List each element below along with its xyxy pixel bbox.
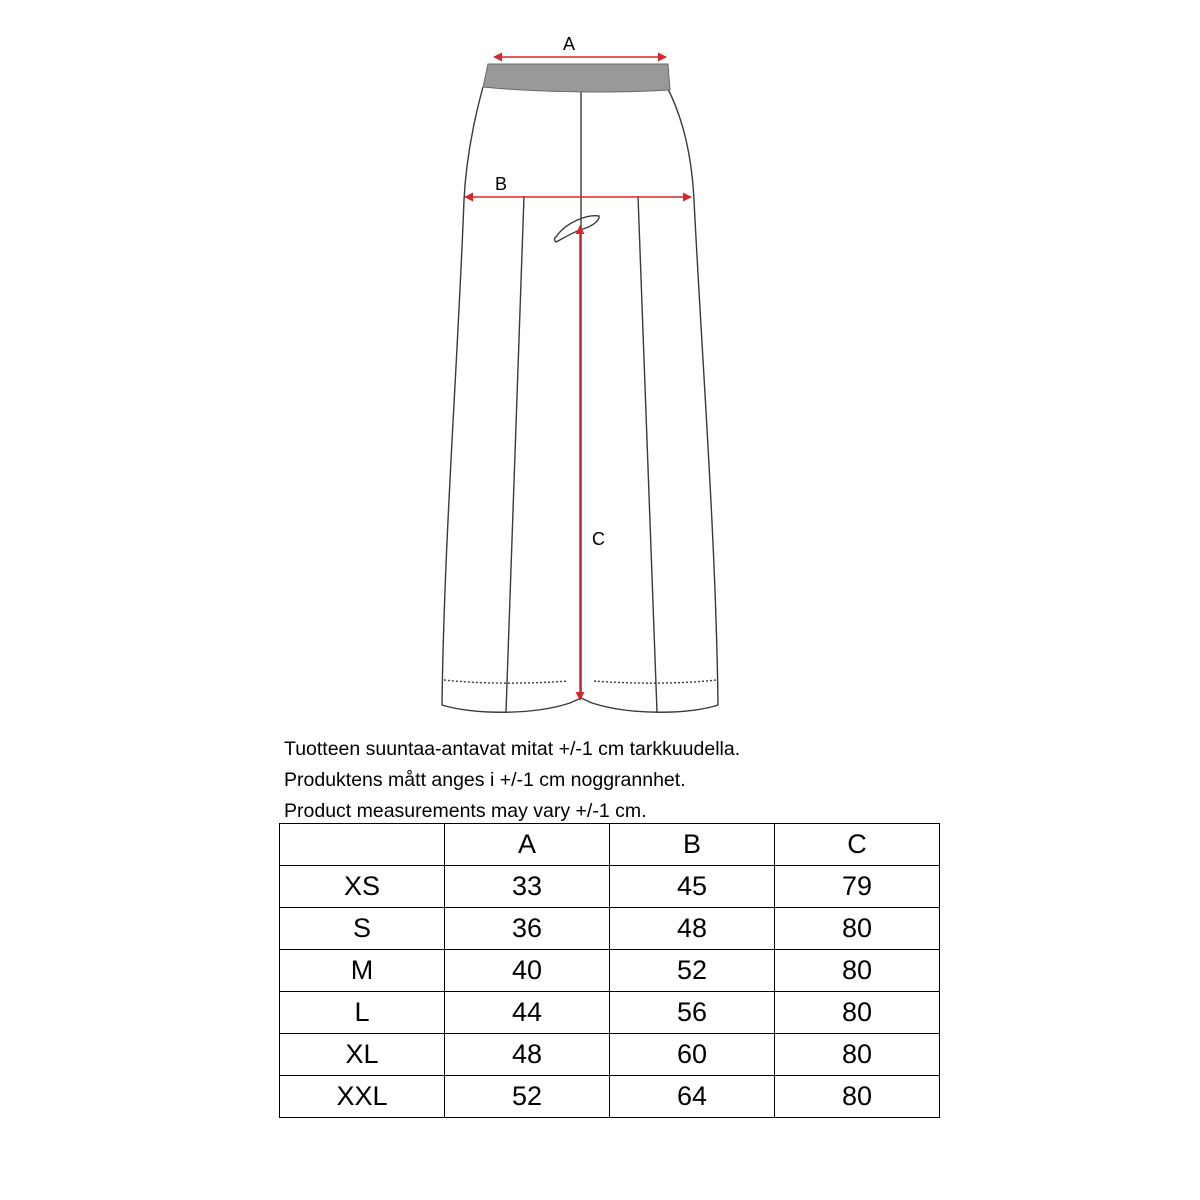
size-cell: XXL (280, 1076, 445, 1118)
size-cell: L (280, 992, 445, 1034)
size-cell: XL (280, 1034, 445, 1076)
header-cell-size (280, 824, 445, 866)
waistband (483, 64, 670, 92)
value-cell-b: 48 (610, 908, 775, 950)
note-english: Product measurements may vary +/-1 cm. (284, 800, 647, 822)
value-cell-b: 60 (610, 1034, 775, 1076)
value-cell-c: 80 (775, 1076, 940, 1118)
value-cell-b: 45 (610, 866, 775, 908)
value-cell-a: 36 (445, 908, 610, 950)
header-cell-b: B (610, 824, 775, 866)
value-cell-c: 79 (775, 866, 940, 908)
value-cell-c: 80 (775, 908, 940, 950)
value-cell-c: 80 (775, 992, 940, 1034)
value-cell-a: 48 (445, 1034, 610, 1076)
measurement-notes (284, 734, 984, 827)
value-cell-a: 40 (445, 950, 610, 992)
note-swedish: Produktens mått anges i +/-1 cm noggrannhet. (284, 769, 686, 791)
label-c: C (592, 529, 605, 549)
value-cell-c: 80 (775, 1034, 940, 1076)
size-cell: M (280, 950, 445, 992)
value-cell-c: 80 (775, 950, 940, 992)
value-cell-a: 52 (445, 1076, 610, 1118)
header-cell-a: A (445, 824, 610, 866)
size-cell: XS (280, 866, 445, 908)
value-cell-b: 52 (610, 950, 775, 992)
value-cell-a: 33 (445, 866, 610, 908)
note-finnish: Tuotteen suuntaa-antavat mitat +/-1 cm tarkkuudella. (284, 738, 741, 760)
header-cell-c: C (775, 824, 940, 866)
label-b: B (495, 174, 508, 194)
table-row (280, 1076, 940, 1118)
value-cell-b: 56 (610, 992, 775, 1034)
value-cell-a: 44 (445, 992, 610, 1034)
size-cell: S (280, 908, 445, 950)
value-cell-b: 64 (610, 1076, 775, 1118)
label-a: A (563, 34, 576, 54)
table-row (280, 866, 940, 908)
table-row (280, 908, 940, 950)
table-row (280, 950, 940, 992)
table-row (280, 1034, 940, 1076)
table-row (280, 992, 940, 1034)
size-table (279, 823, 940, 1118)
table-header-row (280, 824, 940, 866)
